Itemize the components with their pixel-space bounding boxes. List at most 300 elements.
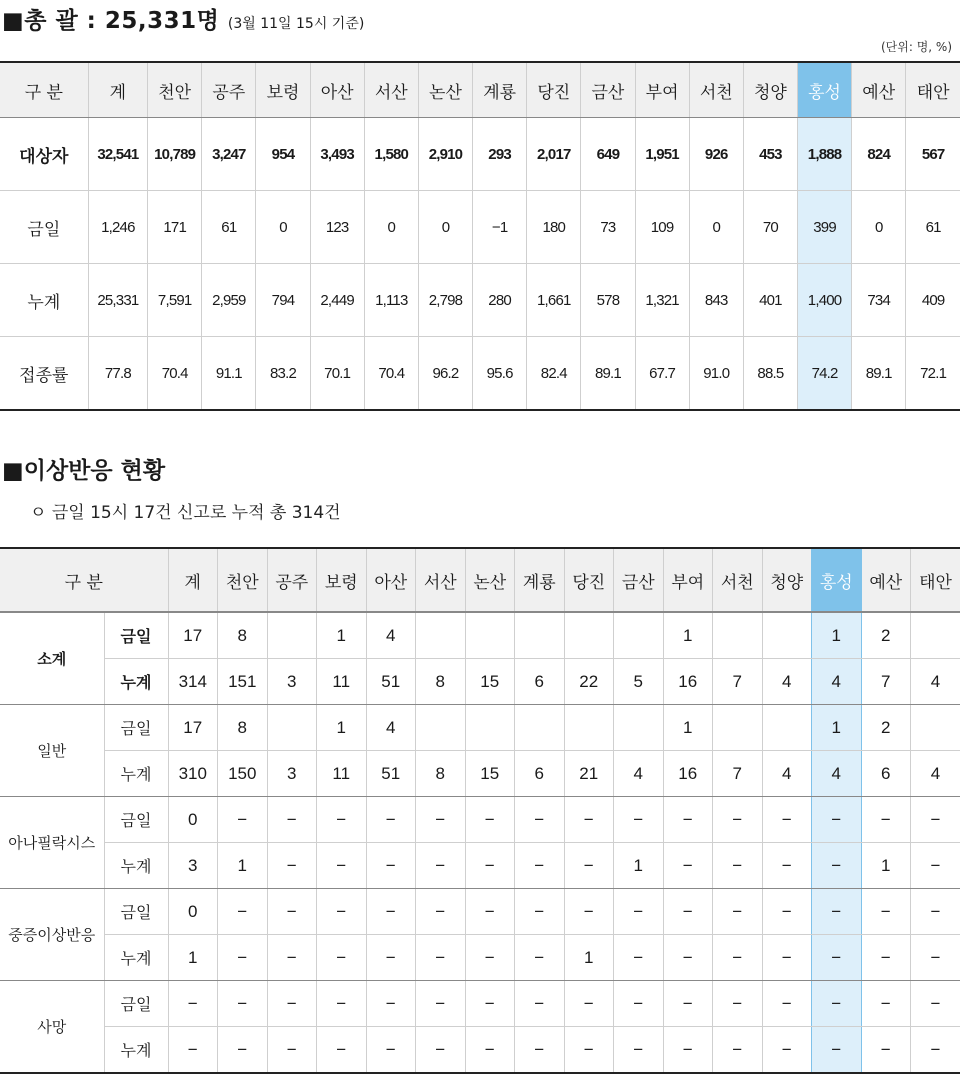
unit-note: (단위: 명, %) [881, 38, 952, 55]
table2-cell: − [564, 843, 614, 889]
table2-row [0, 612, 960, 659]
table2-sublabel: 누계 [104, 1027, 168, 1074]
table1-col-header: 보령 [256, 62, 310, 118]
table2-cell: − [267, 981, 317, 1027]
table2-cell [267, 705, 317, 751]
table2-col-header: 청양 [762, 548, 812, 612]
table2-sublabel: 금일 [104, 797, 168, 843]
table2-col-header: 계 [168, 548, 218, 612]
table1-cell: 1,321 [635, 264, 689, 337]
table2-cell: 4 [762, 751, 812, 797]
table2-cell: − [168, 981, 218, 1027]
table2-cell: − [416, 797, 466, 843]
table2-cell: 8 [416, 751, 466, 797]
table1-cell: 824 [852, 118, 906, 191]
table2-cell: − [366, 1027, 416, 1074]
table2-cell: − [861, 1027, 911, 1074]
table2-row [0, 935, 960, 981]
table2-cell: − [317, 889, 367, 935]
table1-cell: 1,400 [797, 264, 851, 337]
table1-cell: 0 [364, 191, 418, 264]
table2-cell: − [614, 1027, 664, 1074]
table2-cell: − [762, 797, 812, 843]
table1-cell: 280 [473, 264, 527, 337]
table2-cell: − [812, 843, 862, 889]
table2-cell: − [911, 981, 960, 1027]
table1-cell: 88.5 [743, 337, 797, 411]
table2-cell: 1 [218, 843, 268, 889]
table2-cell: − [218, 889, 268, 935]
table1-cell: 2,959 [202, 264, 256, 337]
table2-cell: 4 [911, 751, 960, 797]
table2-col-header: 금산 [614, 548, 664, 612]
table2-cell: 8 [416, 659, 466, 705]
table1-cell: 70 [743, 191, 797, 264]
table2-sublabel: 금일 [104, 889, 168, 935]
table1-cell: 1,888 [797, 118, 851, 191]
table1-cell: 0 [689, 191, 743, 264]
table2-cell: 6 [515, 751, 565, 797]
table1-row-label: 누계 [0, 264, 88, 337]
table1-row-label: 대상자 [0, 118, 88, 191]
table2-cell: 5 [614, 659, 664, 705]
table2-cell: − [317, 1027, 367, 1074]
table1-col-header: 논산 [418, 62, 472, 118]
table2-cell: − [416, 843, 466, 889]
table2-sublabel: 누계 [104, 751, 168, 797]
table1-cell: 567 [906, 118, 960, 191]
table2-cell [465, 705, 515, 751]
table2-cell: 4 [812, 659, 862, 705]
table2-cell [465, 612, 515, 659]
table2-cell: − [713, 1027, 763, 1074]
table1-cell: 96.2 [418, 337, 472, 411]
table1-cell: 401 [743, 264, 797, 337]
table1-cell: 83.2 [256, 337, 310, 411]
adverse-table-header [0, 548, 960, 612]
table2-cell [614, 612, 664, 659]
table1-cell: 180 [527, 191, 581, 264]
table1-cell: 843 [689, 264, 743, 337]
table2-cell [614, 705, 664, 751]
table1-cell: 67.7 [635, 337, 689, 411]
table2-cell: − [911, 889, 960, 935]
table1-cell: −1 [473, 191, 527, 264]
table1-cell: 3,493 [310, 118, 364, 191]
table1-corner: 구 분 [0, 62, 88, 118]
table2-cell: 17 [168, 705, 218, 751]
table2-cell: − [762, 981, 812, 1027]
table2-sublabel: 누계 [104, 843, 168, 889]
table2-cell: − [663, 889, 713, 935]
table2-cell: 22 [564, 659, 614, 705]
table2-row [0, 659, 960, 705]
table2-cell: − [861, 935, 911, 981]
table2-cell: − [416, 889, 466, 935]
table1-cell: 70.1 [310, 337, 364, 411]
table1-cell: 73 [581, 191, 635, 264]
table2-cell [713, 612, 763, 659]
table2-cell: − [812, 797, 862, 843]
table2-cell: 1 [168, 935, 218, 981]
table2-cell: 150 [218, 751, 268, 797]
table1-col-header: 계 [88, 62, 147, 118]
table2-cell [564, 705, 614, 751]
table2-cell: 4 [911, 659, 960, 705]
table1-cell: 10,789 [148, 118, 202, 191]
table2-cell: − [515, 889, 565, 935]
table2-cell: − [564, 981, 614, 1027]
table2-sublabel: 누계 [104, 659, 168, 705]
table2-cell: 0 [168, 889, 218, 935]
table1-row [0, 118, 960, 191]
table1-col-header: 당진 [527, 62, 581, 118]
table2-cell: − [713, 935, 763, 981]
table1-cell: 1,113 [364, 264, 418, 337]
table1-cell: 7,591 [148, 264, 202, 337]
table1-cell: 954 [256, 118, 310, 191]
table2-cell: 17 [168, 612, 218, 659]
table2-cell: 1 [614, 843, 664, 889]
table2-cell [515, 705, 565, 751]
table1-cell: 89.1 [852, 337, 906, 411]
table2-cell: − [465, 843, 515, 889]
table2-cell: − [861, 889, 911, 935]
table2-cell: − [911, 797, 960, 843]
table1-cell: 74.2 [797, 337, 851, 411]
table2-cell: − [861, 981, 911, 1027]
table2-cell: − [218, 981, 268, 1027]
table1-cell: 61 [906, 191, 960, 264]
table2-cell: − [317, 797, 367, 843]
adverse-reaction-table [0, 547, 960, 1074]
table1-col-header: 계룡 [473, 62, 527, 118]
table1-col-header: 청양 [743, 62, 797, 118]
table1-cell: 91.0 [689, 337, 743, 411]
table2-cell [416, 705, 466, 751]
table2-cell: − [416, 981, 466, 1027]
table2-cell: − [267, 1027, 317, 1074]
table1-cell: 0 [418, 191, 472, 264]
table1-cell: 578 [581, 264, 635, 337]
table2-cell [762, 612, 812, 659]
table2-col-header: 부여 [663, 548, 713, 612]
table2-cell: − [861, 797, 911, 843]
table2-cell: − [465, 935, 515, 981]
table2-col-header: 태안 [911, 548, 960, 612]
table1-cell: 1,661 [527, 264, 581, 337]
table2-cell: − [515, 843, 565, 889]
table2-cell: 51 [366, 659, 416, 705]
table2-cell: − [663, 981, 713, 1027]
table2-cell: − [713, 843, 763, 889]
table2-category: 아나필락시스 [0, 797, 104, 889]
table2-col-header: 공주 [267, 548, 317, 612]
table2-cell: − [614, 889, 664, 935]
table2-cell: − [317, 843, 367, 889]
table1-col-header: 공주 [202, 62, 256, 118]
table2-row [0, 981, 960, 1027]
table2-cell: − [267, 843, 317, 889]
table2-cell: − [267, 889, 317, 935]
table2-cell: 8 [218, 705, 268, 751]
table2-cell: 1 [861, 843, 911, 889]
table2-cell: − [218, 1027, 268, 1074]
table1-cell: 926 [689, 118, 743, 191]
table2-cell: 1 [317, 612, 367, 659]
table2-cell: 7 [861, 659, 911, 705]
table2-cell: 8 [218, 612, 268, 659]
table2-cell: − [564, 797, 614, 843]
adverse-note: ㅇ 금일 15시 17건 신고로 누적 총 314건 [30, 498, 341, 523]
table2-col-header: 서천 [713, 548, 763, 612]
table2-cell [762, 705, 812, 751]
table2-row [0, 843, 960, 889]
table2-cell: − [812, 981, 862, 1027]
table2-sublabel: 금일 [104, 612, 168, 659]
table1-cell: 2,449 [310, 264, 364, 337]
table1-cell: 91.1 [202, 337, 256, 411]
table1-row [0, 264, 960, 337]
table1-col-header: 예산 [852, 62, 906, 118]
table1-cell: 453 [743, 118, 797, 191]
table1-cell: 70.4 [364, 337, 418, 411]
table2-category: 소계 [0, 612, 104, 705]
table2-cell: 4 [614, 751, 664, 797]
table2-cell: 2 [861, 705, 911, 751]
table2-cell: − [564, 889, 614, 935]
table1-col-header: 금산 [581, 62, 635, 118]
table2-col-header: 보령 [317, 548, 367, 612]
table2-col-header: 당진 [564, 548, 614, 612]
table1-col-header: 천안 [148, 62, 202, 118]
table2-cell: − [317, 981, 367, 1027]
table2-cell: 11 [317, 659, 367, 705]
table2-cell: 1 [812, 612, 862, 659]
table1-row [0, 191, 960, 264]
table2-col-header: 홍성 [812, 548, 862, 612]
table2-cell: 0 [168, 797, 218, 843]
table2-cell: − [168, 1027, 218, 1074]
table2-cell: − [614, 981, 664, 1027]
summary-title [2, 2, 364, 35]
table2-cell [267, 612, 317, 659]
table2-cell: − [713, 889, 763, 935]
table2-cell: 1 [812, 705, 862, 751]
table2-cell: − [267, 797, 317, 843]
table2-cell: − [366, 889, 416, 935]
table2-cell: − [762, 1027, 812, 1074]
table2-cell: − [564, 1027, 614, 1074]
table2-cell: − [515, 797, 565, 843]
table1-cell: 293 [473, 118, 527, 191]
table2-row [0, 705, 960, 751]
table2-cell: − [812, 889, 862, 935]
table2-cell: 6 [515, 659, 565, 705]
table2-row [0, 751, 960, 797]
table2-cell: − [317, 935, 367, 981]
table2-cell: − [515, 935, 565, 981]
table2-cell [911, 612, 960, 659]
table2-cell: 11 [317, 751, 367, 797]
table2-cell: − [911, 843, 960, 889]
table2-cell: 4 [762, 659, 812, 705]
table2-category: 일반 [0, 705, 104, 797]
table2-cell: − [465, 889, 515, 935]
table2-cell: 1 [564, 935, 614, 981]
table1-cell: 82.4 [527, 337, 581, 411]
table2-category: 중증이상반응 [0, 889, 104, 981]
table1-cell: 70.4 [148, 337, 202, 411]
table2-cell: − [614, 935, 664, 981]
table2-cell: − [713, 981, 763, 1027]
table1-row-label: 금일 [0, 191, 88, 264]
table2-cell: 15 [465, 659, 515, 705]
table2-cell: − [515, 1027, 565, 1074]
table1-row-label: 접종률 [0, 337, 88, 411]
table2-cell: 7 [713, 751, 763, 797]
table1-cell: 109 [635, 191, 689, 264]
table1-cell: 123 [310, 191, 364, 264]
table2-cell: 51 [366, 751, 416, 797]
table2-cell: − [465, 797, 515, 843]
vaccination-table [0, 61, 960, 411]
table2-cell: − [416, 1027, 466, 1074]
table1-cell: 794 [256, 264, 310, 337]
table2-cell: 15 [465, 751, 515, 797]
table2-row [0, 797, 960, 843]
vaccination-table-header [0, 62, 960, 118]
table2-cell: 3 [267, 751, 317, 797]
table1-cell: 0 [256, 191, 310, 264]
table1-cell: 0 [852, 191, 906, 264]
table1-col-header: 서산 [364, 62, 418, 118]
table2-cell: − [366, 843, 416, 889]
table1-cell: 77.8 [88, 337, 147, 411]
table2-cell: 151 [218, 659, 268, 705]
table1-row [0, 337, 960, 411]
table2-cell: 310 [168, 751, 218, 797]
table2-cell: − [911, 1027, 960, 1074]
summary-subtitle: (3월 11일 15시 기준) [228, 16, 364, 32]
table2-cell: 16 [663, 659, 713, 705]
table2-cell: − [218, 935, 268, 981]
table2-col-header: 논산 [465, 548, 515, 612]
table2-cell: − [663, 797, 713, 843]
table2-cell: 3 [168, 843, 218, 889]
table1-col-header: 서천 [689, 62, 743, 118]
table2-category: 사망 [0, 981, 104, 1074]
table1-cell: 1,580 [364, 118, 418, 191]
table1-col-header: 아산 [310, 62, 364, 118]
table2-cell: − [366, 797, 416, 843]
table1-cell: 734 [852, 264, 906, 337]
table2-cell: 314 [168, 659, 218, 705]
table1-cell: 1,951 [635, 118, 689, 191]
table1-cell: 409 [906, 264, 960, 337]
table2-cell: 1 [663, 705, 713, 751]
table2-cell: − [762, 843, 812, 889]
table2-cell: − [366, 981, 416, 1027]
table2-sublabel: 누계 [104, 935, 168, 981]
table2-cell: 4 [366, 705, 416, 751]
table2-cell: 1 [317, 705, 367, 751]
table2-cell: − [812, 1027, 862, 1074]
summary-title-main: ■총 괄 : 25,331명 [2, 8, 219, 34]
table2-cell: − [812, 935, 862, 981]
table1-cell: 3,247 [202, 118, 256, 191]
table2-corner: 구 분 [0, 548, 168, 612]
table2-cell: − [713, 797, 763, 843]
table1-cell: 95.6 [473, 337, 527, 411]
table2-cell [713, 705, 763, 751]
table2-row [0, 889, 960, 935]
table2-cell: − [366, 935, 416, 981]
table2-cell: 16 [663, 751, 713, 797]
table1-cell: 89.1 [581, 337, 635, 411]
table2-cell: 4 [366, 612, 416, 659]
table1-cell: 399 [797, 191, 851, 264]
table2-cell: − [663, 935, 713, 981]
table2-cell: 4 [812, 751, 862, 797]
table1-cell: 2,910 [418, 118, 472, 191]
table2-col-header: 천안 [218, 548, 268, 612]
table2-col-header: 아산 [366, 548, 416, 612]
table2-cell: − [267, 935, 317, 981]
table2-cell: − [465, 1027, 515, 1074]
table2-cell [564, 612, 614, 659]
table2-cell [911, 705, 960, 751]
table1-cell: 2,798 [418, 264, 472, 337]
table2-cell: − [762, 935, 812, 981]
table2-cell: 2 [861, 612, 911, 659]
table2-cell: 7 [713, 659, 763, 705]
table2-cell: − [515, 981, 565, 1027]
table2-col-header: 서산 [416, 548, 466, 612]
table1-col-header: 홍성 [797, 62, 851, 118]
table2-cell: − [762, 889, 812, 935]
table1-cell: 2,017 [527, 118, 581, 191]
adverse-title: ■이상반응 현황 [2, 452, 165, 485]
table2-cell: 3 [267, 659, 317, 705]
table2-cell: 21 [564, 751, 614, 797]
table1-cell: 32,541 [88, 118, 147, 191]
table1-cell: 171 [148, 191, 202, 264]
table2-cell: − [218, 797, 268, 843]
table2-sublabel: 금일 [104, 705, 168, 751]
table1-col-header: 부여 [635, 62, 689, 118]
table2-cell: − [614, 797, 664, 843]
table1-cell: 61 [202, 191, 256, 264]
table2-col-header: 계룡 [515, 548, 565, 612]
table2-cell: − [465, 981, 515, 1027]
table1-cell: 72.1 [906, 337, 960, 411]
table2-cell [416, 612, 466, 659]
table2-sublabel: 금일 [104, 981, 168, 1027]
table2-cell [515, 612, 565, 659]
table1-cell: 1,246 [88, 191, 147, 264]
table2-cell: − [663, 843, 713, 889]
table2-cell: − [663, 1027, 713, 1074]
table2-cell: − [911, 935, 960, 981]
table1-cell: 649 [581, 118, 635, 191]
table2-cell: 6 [861, 751, 911, 797]
table2-col-header: 예산 [861, 548, 911, 612]
table1-col-header: 태안 [906, 62, 960, 118]
table1-cell: 25,331 [88, 264, 147, 337]
table2-cell: 1 [663, 612, 713, 659]
table2-cell: − [416, 935, 466, 981]
